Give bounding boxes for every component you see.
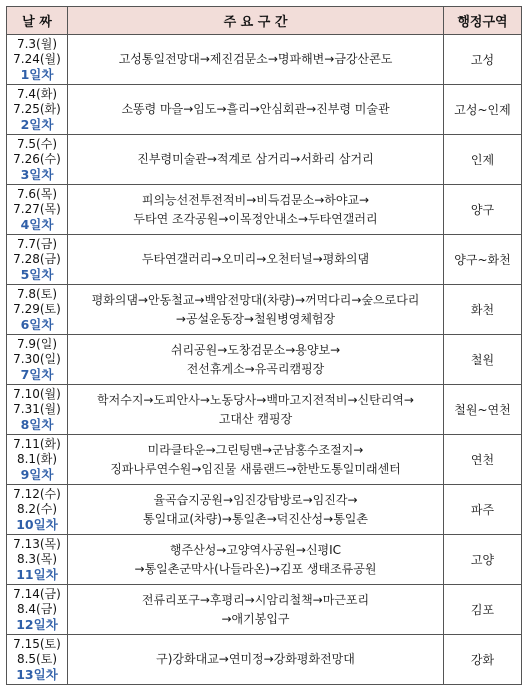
schedule-body [7,35,522,685]
date-text: 7.25(화) [13,102,61,116]
date-text: 7.26(수) [13,152,61,166]
date-cell [7,185,68,235]
table-row [7,535,522,585]
route-text: 평화의댐→안동철교→백암전망대(차량)→꺼먹다리→숲으로다리 [91,292,420,307]
date-text: 7.27(목) [13,202,61,216]
date-text: 7.24(월) [13,52,61,66]
day-label: 11일차 [16,567,58,582]
date-text: 8.4(금) [16,602,58,616]
date-text: 7.7(금) [16,237,58,251]
date-cell [7,235,68,285]
route-text: →애기봉입구 [221,611,290,626]
region-cell: 화천 [444,285,522,335]
date-text: 8.2(수) [16,502,58,516]
region-cell: 김포 [444,585,522,635]
route-text: 고성통일전망대→제진검문소→명파해변→금강산콘도 [118,52,393,66]
date-cell [7,335,68,385]
route-cell [68,585,444,635]
route-text: 두타연갤러리→오미리→오천터널→평화의댐 [141,252,370,266]
route-text: 징파나루연수원→임진물 새룸랜드→한반도통일미래센터 [110,461,401,476]
route-cell [68,185,444,235]
table-row [7,435,522,485]
day-label: 10일차 [16,517,58,532]
schedule-table [6,6,522,685]
route-text: 전류리포구→후평리→시암리철책→마근포리 [141,592,370,607]
route-text: 소똥령 마을→임도→흘리→안심회관→진부령 미술관 [121,102,390,116]
route-text: →공설운동장→철원병영체험장 [175,311,336,326]
date-text: 8.1(화) [16,452,58,466]
table-row [7,385,522,435]
day-label: 5일차 [20,267,54,282]
region-cell: 양구 [444,185,522,235]
region-cell: 철원~연천 [444,385,522,435]
route-cell [68,135,444,185]
route-cell [68,385,444,435]
region-cell: 파주 [444,485,522,535]
date-text: 7.31(월) [13,402,61,416]
region-cell: 고성~인제 [444,85,522,135]
region-cell: 인제 [444,135,522,185]
date-cell [7,635,68,685]
route-text: 전선휴게소→유곡리캠핑장 [186,361,325,376]
table-row [7,235,522,285]
route-text: 학저수지→도피안사→노동당사→백마고지전적비→신탄리역→ [97,392,414,407]
date-cell [7,385,68,435]
date-text: 7.3(월) [16,37,58,51]
route-cell [68,285,444,335]
date-text: 7.15(토) [13,637,61,651]
date-text: 7.5(수) [16,137,58,151]
route-cell [68,485,444,535]
date-cell [7,585,68,635]
date-text: 7.14(금) [13,587,61,601]
day-label: 1일차 [20,67,54,82]
route-cell [68,435,444,485]
day-label: 2일차 [20,117,54,132]
date-text: 7.11(화) [13,437,61,451]
route-text: 피의능선전투전적비→비득검문소→하야교→ [141,192,370,207]
region-cell: 고성 [444,35,522,85]
day-label: 4일차 [20,217,54,232]
region-cell: 연천 [444,435,522,485]
date-cell [7,285,68,335]
region-cell: 양구~화천 [444,235,522,285]
region-cell: 고양 [444,535,522,585]
table-row [7,585,522,635]
route-cell [68,85,444,135]
route-text: 미라클타운→그린팅맨→군남홍수조절지→ [147,442,364,457]
date-text: 7.12(수) [13,487,61,501]
date-text: 7.8(토) [16,287,58,301]
day-label: 6일차 [20,317,54,332]
route-text: 진부령미술관→적계로 삼거리→서화리 삼거리 [137,152,374,166]
day-label: 12일차 [16,617,58,632]
day-label: 9일차 [20,467,54,482]
date-text: 8.3(목) [16,552,58,566]
date-cell [7,535,68,585]
date-text: 8.5(토) [16,652,58,666]
date-text: 7.9(일) [16,337,58,351]
date-header: 날 짜 [7,7,68,35]
date-text: 7.4(화) [16,87,58,101]
table-row [7,185,522,235]
route-cell [68,535,444,585]
region-header: 행정구역 [444,7,522,35]
route-text: 통일대교(차량)→통일촌→덕진산성→통일촌 [142,511,368,526]
date-cell [7,85,68,135]
header-row [7,7,522,35]
date-text: 7.28(금) [13,252,61,266]
route-text: 쉬리공원→도창검문소→용양보→ [170,342,341,357]
route-text: 두타연 조각공원→이목정안내소→두타연갤러리 [133,211,378,226]
date-text: 7.29(토) [13,302,61,316]
route-text: 율곡습지공원→임진강탐방로→임진각→ [153,492,358,507]
route-cell [68,635,444,685]
route-text: →통일촌군막사(나들라온)→김포 생태조류공원 [134,561,377,576]
route-cell [68,35,444,85]
table-row [7,485,522,535]
route-header: 주 요 구 간 [68,7,444,35]
table-row [7,35,522,85]
table-row [7,285,522,335]
date-text: 7.30(일) [13,352,61,366]
table-row [7,635,522,685]
route-cell [68,235,444,285]
table-row [7,135,522,185]
route-text: 행주산성→고양역사공원→신평IC [169,542,342,557]
region-cell: 강화 [444,635,522,685]
date-text: 7.10(월) [13,387,61,401]
day-label: 7일차 [20,367,54,382]
day-label: 3일차 [20,167,54,182]
date-cell [7,485,68,535]
date-text: 7.6(목) [16,187,58,201]
day-label: 8일차 [20,417,54,432]
date-cell [7,35,68,85]
day-label: 13일차 [16,667,58,682]
region-cell: 철원 [444,335,522,385]
date-cell [7,135,68,185]
date-cell [7,435,68,485]
route-text: 고대산 캠핑장 [218,411,293,426]
route-cell [68,335,444,385]
date-text: 7.13(목) [13,537,61,551]
table-row [7,335,522,385]
table-row [7,85,522,135]
route-text: 구)강화대교→연미정→강화평화전망대 [156,652,355,666]
